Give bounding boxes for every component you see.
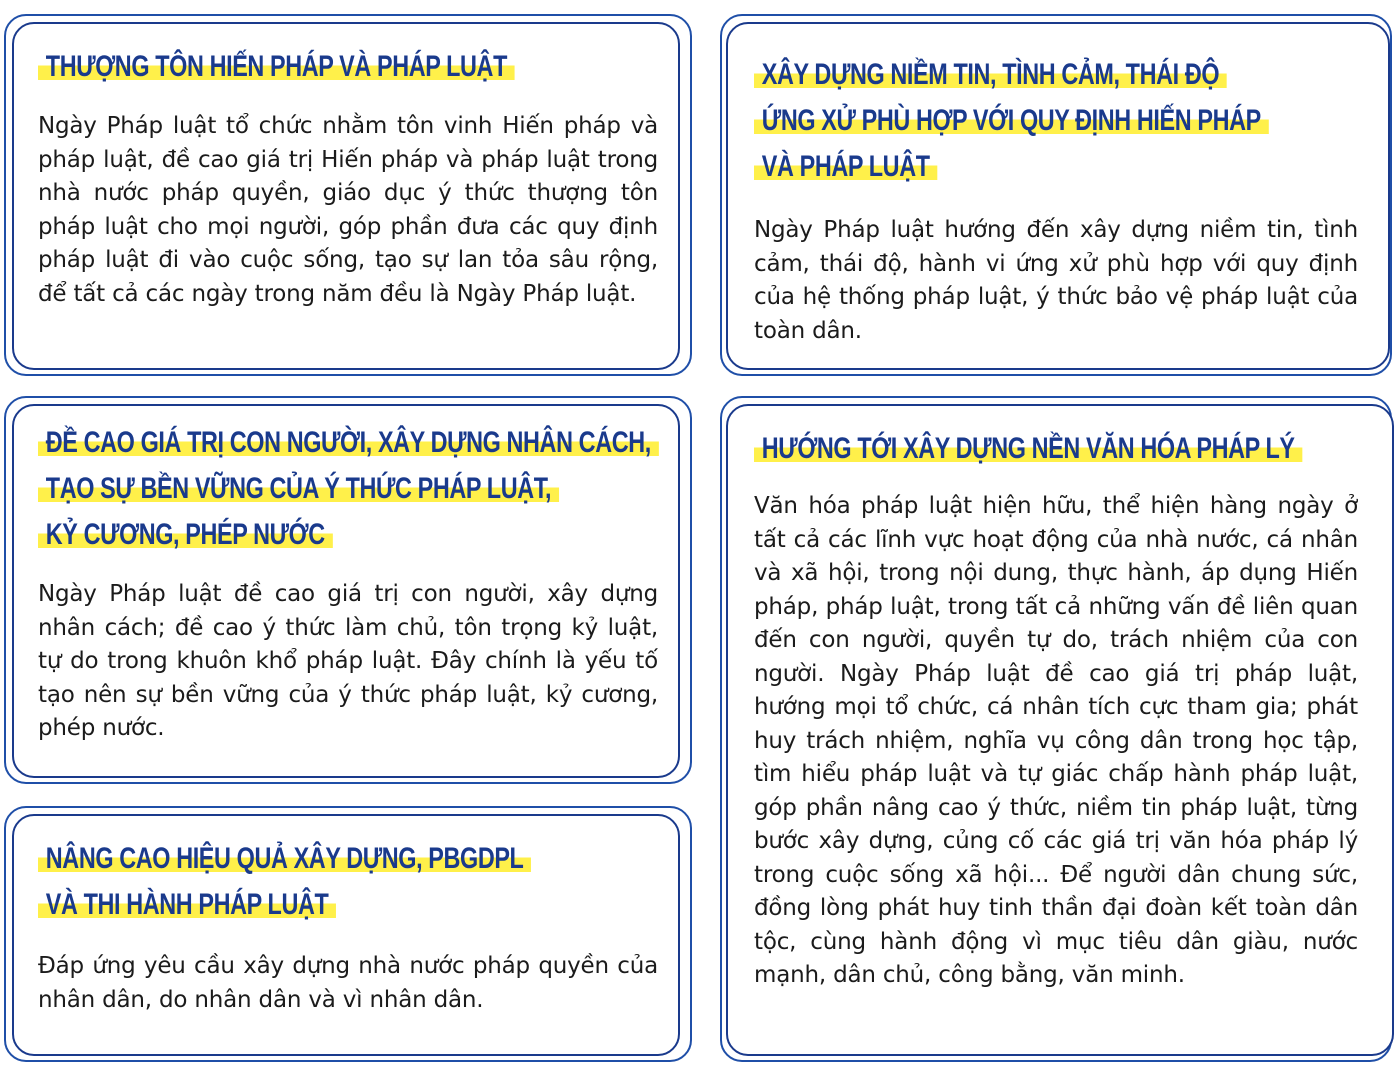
card-title <box>38 836 522 928</box>
card-body: Đáp ứng yêu cầu xây dựng nhà nước pháp quyền của nhân dân, do nhân dân và vì nhân dân. <box>38 953 658 1013</box>
card-title-line: NÂNG CAO HIỆU QUẢ XÂY DỰNG, PBGDPL <box>38 843 531 875</box>
card-content <box>754 52 1358 348</box>
card-van-hoa-phap-ly <box>712 390 1400 1070</box>
card-title-line: VÀ PHÁP LUẬT <box>754 151 937 183</box>
card-title-line: TẠO SỰ BỀN VỮNG CỦA Ý THỨC PHÁP LUẬT, <box>38 473 559 505</box>
card-thuong-ton-hien-phap <box>0 0 700 380</box>
card-content <box>754 426 1358 993</box>
card-title <box>38 420 651 558</box>
card-xay-dung-niem-tin <box>712 0 1400 380</box>
card-content <box>38 836 658 1017</box>
card-title <box>754 426 1295 472</box>
card-de-cao-gia-tri <box>0 390 700 790</box>
card-title-line: THƯỢNG TÔN HIẾN PHÁP VÀ PHÁP LUẬT <box>38 51 515 83</box>
card-content <box>38 44 658 311</box>
card-title <box>754 52 1261 190</box>
card-title-line: XÂY DỰNG NIỀM TIN, TÌNH CẢM, THÁI ĐỘ <box>754 59 1227 91</box>
card-body: Ngày Pháp luật đề cao giá trị con người, xây dựng nhân cách; đề cao ý thức làm chủ, tôn trọng kỷ luật, tự do trong khuôn khổ pháp luật. Đây chính là yếu tố tạo nên sự bền vững của ý thức pháp luật, kỷ cương, phép nước. <box>38 581 658 741</box>
card-nang-cao-hieu-qua <box>0 800 700 1070</box>
card-body: Ngày Pháp luật hướng đến xây dựng niềm tin, tình cảm, thái độ, hành vi ứng xử phù hợp với quy định của hệ thống pháp luật, ý thức bảo vệ pháp luật của toàn dân. <box>754 217 1358 344</box>
card-title <box>38 44 522 90</box>
card-title-line: VÀ THI HÀNH PHÁP LUẬT <box>38 889 336 921</box>
card-title-line: ỨNG XỬ PHÙ HỢP VỚI QUY ĐỊNH HIẾN PHÁP <box>754 105 1269 137</box>
card-title-line: ĐỀ CAO GIÁ TRỊ CON NGƯỜI, XÂY DỰNG NHÂN CÁCH, <box>38 427 659 459</box>
card-title-line: KỶ CƯƠNG, PHÉP NƯỚC <box>38 519 333 551</box>
card-content <box>38 420 658 746</box>
card-title-line: HƯỚNG TỚI XÂY DỰNG NỀN VĂN HÓA PHÁP LÝ <box>754 433 1302 465</box>
card-body: Ngày Pháp luật tổ chức nhằm tôn vinh Hiến pháp và pháp luật, đề cao giá trị Hiến pháp và pháp luật trong nhà nước pháp quyền, giáo dục ý thức thượng tôn pháp luật cho mọi người, góp phần đưa các quy định pháp luật đi vào cuộc sống, tạo sự lan tỏa sâu rộng, để tất cả các ngày trong năm đều là Ngày Pháp luật. <box>38 113 658 307</box>
card-body: Văn hóa pháp luật hiện hữu, thể hiện hàng ngày ở tất cả các lĩnh vực hoạt động của nhà nước, cá nhân và xã hội, trong nội dung, thực hành, áp dụng Hiến pháp, pháp luật, trong tất cả những vấn đề liên quan đến con người, quyền tự do, trách nhiệm của con người. Ngày Pháp luật đề cao giá trị pháp luật, hướng mọi tổ chức, cá nhân tích cực tham gia; phát huy trách nhiệm, nghĩa vụ công dân trong học tập, tìm hiểu pháp luật và tự giác chấp hành pháp luật, góp phần nâng cao ý thức, niềm tin pháp luật, từng bước xây dựng, củng cố các giá trị văn hóa pháp lý trong cuộc sống xã hội... Để người dân chung sức, đồng lòng phát huy tinh thần đại đoàn kết toàn dân tộc, cùng hành động vì mục tiêu dân giàu, nước mạnh, dân chủ, công bằng, văn minh. <box>754 493 1358 988</box>
